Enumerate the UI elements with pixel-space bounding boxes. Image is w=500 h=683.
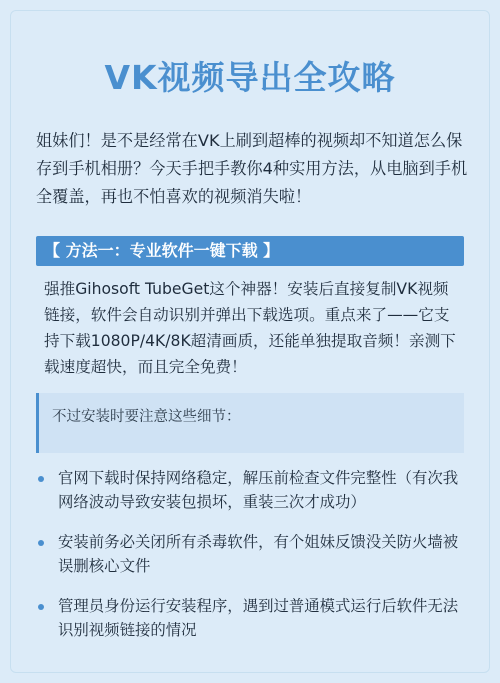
install-note-callout [36,393,464,453]
list-item-text: 安装前务必关闭所有杀毒软件，有个姐妹反馈没关防火墙被误删核心文件 [58,533,459,575]
page-title: VK视频导出全攻略 [104,58,396,97]
install-tips-list [36,466,468,658]
list-item [36,466,468,514]
method-one-body: 强推Gihosoft TubeGet这个神器！安装后直接复制VK视频链接，软件会自动识别并弹出下载选项。重点来了——它支持下载1080P/4K/8K超清画质，还能单独提取音频！亲测下载速度超快，而且完全免费！ [44,280,456,376]
list-item [36,594,468,642]
intro-paragraph: 姐妹们！是不是经常在VK上刷到超棒的视频却不知道怎么保存到手机相册？今天手把手教你4种实用方法，从电脑到手机全覆盖，再也不怕喜欢的视频消失啦！ [36,131,468,206]
bullet-dot-icon [38,540,44,546]
method-one-header: 【 方法一：专业软件一键下载 】 [36,236,464,266]
bullet-dot-icon [38,604,44,610]
install-note-text: 不过安装时要注意这些细节： [52,409,241,425]
list-item [36,530,468,578]
bullet-dot-icon [38,476,44,482]
list-item-text: 官网下载时保持网络稳定，解压前检查文件完整性（有次我网络波动导致安装包损坏，重装三次才成功） [58,469,459,511]
list-item-text: 管理员身份运行安装程序，遇到过普通模式运行后软件无法识别视频链接的情况 [58,597,459,639]
